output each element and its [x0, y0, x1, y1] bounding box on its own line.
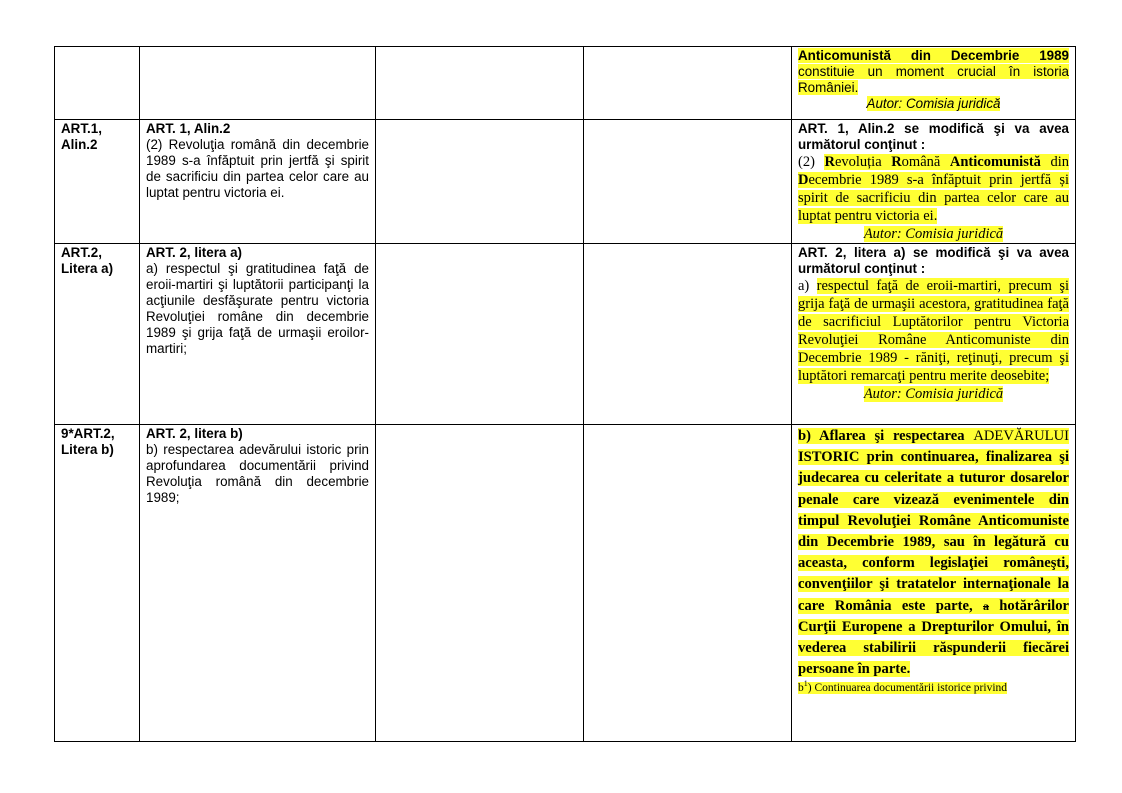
- amendment-heading: ART. 1, Alin.2 se modifică şi va avea următorul conţinut :: [798, 121, 1069, 152]
- footnote-text: $b^1$) Continuarea documentării istorice privind: [798, 679, 1008, 695]
- empty-cell: [376, 244, 584, 425]
- amendment-text: b) Aflarea şi respectarea ADEVĂRULUI ISTORIC prin continuarea, finalizarea şi judecarea cu celeritate a tuturor dosarelor penale care vizează evenimentele din timpul Revoluţiei Române Anticomuniste din Decembrie 1989, sau în legătură cu aceasta, conform legislaţiei româneşti, convenţiilor şi tratatelor internaţionale la care România este parte, a hotărârilor Curţii Europene a Drepturilor Omului, în vederea stabilirii răspunderii fiecărei persoane în parte.: [798, 428, 1069, 678]
- empty-cell: [584, 120, 792, 244]
- original-text: b) respectarea adevărului istoric prin aprofundarea documentării privind Revoluţia română din decembrie 1989;: [146, 442, 369, 505]
- amendment-text: (2) Revoluția Română Anticomunistă din Decembrie 1989 s-a înfăptuit prin jertfă și spirit de sacrificiu din partea celor care au luptat pentru victoria ei.: [798, 154, 1069, 224]
- amendment-text: a) respectul faţă de eroii-martiri, precum şi grija faţă de urmaşii acestora, gratitudinea faţă de sacrificiul Luptătorilor pentru Victoria Revoluţiei Române Anticomuniste din Decembrie 1989 - răniţi, reţinuţi, precum şi luptători remarcaţi pentru merite deosebite;: [798, 278, 1069, 384]
- original-title: ART. 2, litera a): [146, 245, 242, 260]
- original-text: a) respectul şi gratitudinea faţă de eroii-martiri şi luptătorii participanţi la acţiunile desfăşurate pentru victoria Revoluţiei române din decembrie 1989 şi grija faţă de urmaşii eroilor-martiri;: [146, 261, 369, 356]
- amendment-author: Autor: Comisia juridică: [863, 226, 1004, 242]
- original-title: ART. 2, litera b): [146, 426, 243, 441]
- amendment-cell: [792, 425, 1076, 742]
- struck-text: a: [982, 598, 989, 613]
- amendment-text: constituie un moment crucial în istoria României.: [798, 64, 1069, 95]
- table-row: [55, 47, 1076, 120]
- original-text-cell: [140, 425, 376, 742]
- empty-cell: [376, 120, 584, 244]
- amendment-author: Autor: Comisia juridică: [863, 386, 1004, 402]
- empty-cell: [584, 47, 792, 120]
- amendments-table: [54, 46, 1076, 742]
- table-row: [55, 425, 1076, 742]
- table-row: [55, 120, 1076, 244]
- original-text-cell: [140, 244, 376, 425]
- empty-cell: [376, 425, 584, 742]
- table-row: [55, 244, 1076, 425]
- amendment-author: Autor: Comisia juridică: [866, 96, 1001, 111]
- original-text-cell: [140, 47, 376, 120]
- article-cell: ART.2, Litera a): [55, 244, 140, 425]
- amendment-cell: [792, 120, 1076, 244]
- empty-cell: [376, 47, 584, 120]
- article-cell: 9*ART.2, Litera b): [55, 425, 140, 742]
- amendment-heading: ART. 2, litera a) se modifică şi va avea următorul conţinut :: [798, 245, 1069, 276]
- article-cell: ART.1, Alin.2: [55, 120, 140, 244]
- amendment-text-bold: Anticomunistă din Decembrie 1989: [798, 48, 1069, 63]
- article-cell: [55, 47, 140, 120]
- original-title: ART. 1, Alin.2: [146, 121, 231, 136]
- original-text-cell: [140, 120, 376, 244]
- empty-cell: [584, 425, 792, 742]
- original-text: (2) Revoluţia română din decembrie 1989 s-a înfăptuit prin jertfă şi spirit de sacrificiu din partea celor care au luptat pentru victoria ei.: [146, 137, 369, 200]
- empty-cell: [584, 244, 792, 425]
- amendment-cell: [792, 244, 1076, 425]
- amendment-cell: [792, 47, 1076, 120]
